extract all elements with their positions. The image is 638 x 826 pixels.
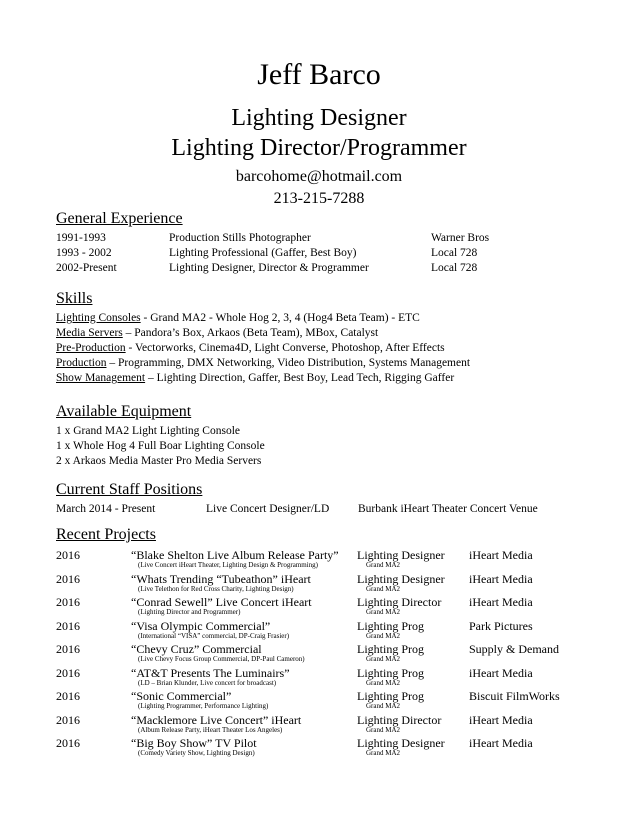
project-year: 2016: [56, 618, 80, 633]
project-title: “Big Boy Show” TV Pilot: [131, 736, 257, 750]
project-console: Grand MA2: [366, 655, 401, 663]
project-console: Grand MA2: [366, 584, 401, 593]
project-year: 2016: [56, 712, 80, 727]
project-role: Lighting Prog: [357, 665, 425, 680]
project-client: Park Pictures: [469, 618, 533, 633]
staff-row: [56, 502, 616, 517]
project-title: “Whats Trending “Tubeathon” iHeart: [131, 571, 311, 586]
project-client: Biscuit FilmWorks: [469, 689, 560, 703]
project-year: 2016: [56, 571, 80, 586]
project-title: “Conrad Sewell” Live Concert iHeart: [131, 595, 312, 609]
project-entry: [56, 736, 616, 760]
project-console: Grand MA2: [366, 702, 401, 710]
project-client: iHeart Media: [469, 736, 533, 750]
experience-row: [56, 246, 616, 261]
experience-org: Warner Bros: [431, 232, 490, 244]
skill-text: - Grand MA2 - Whole Hog 2, 3, 4 (Hog4 Beta Team) - ETC: [140, 312, 420, 324]
skill-item: [56, 371, 616, 386]
experience-role: Lighting Professional (Gaffer, Best Boy): [169, 247, 357, 259]
equipment-item: 1 x Grand MA2 Light Lighting Console: [56, 425, 240, 437]
project-role: Lighting Designer: [357, 571, 445, 586]
project-role: Lighting Prog: [357, 689, 425, 703]
staff-section: [56, 481, 616, 517]
project-role: Lighting Director: [357, 712, 442, 727]
project-year: 2016: [56, 548, 80, 562]
project-title: “Macklemore Live Concert” iHeart: [131, 712, 302, 727]
project-description: (Live Concert iHeart Theater, Lighting Design & Programming): [138, 561, 318, 569]
experience-org: Local 728: [431, 262, 478, 274]
skill-item: [56, 341, 616, 356]
job-title-designer: Lighting Designer: [231, 105, 407, 131]
project-console: Grand MA2: [366, 725, 401, 734]
project-console: Grand MA2: [366, 631, 401, 640]
project-year: 2016: [56, 595, 80, 609]
project-console: Grand MA2: [366, 678, 401, 687]
skill-text: – Lighting Direction, Gaffer, Best Boy, Lead Tech, Rigging Gaffer: [145, 372, 455, 384]
project-title: “Chevy Cruz” Commercial: [131, 642, 262, 656]
project-role: Lighting Designer: [357, 736, 445, 750]
experience-row: [56, 231, 616, 246]
experience-years: 2002-Present: [56, 262, 117, 274]
project-title: “AT&T Presents The Luminairs”: [131, 665, 290, 680]
experience-years: 1991-1993: [56, 232, 106, 244]
project-entry: [56, 642, 616, 666]
resume-name: Jeff Barco: [257, 58, 381, 91]
project-console: Grand MA2: [366, 608, 401, 616]
skill-item: [56, 311, 616, 326]
skill-item: [56, 326, 616, 341]
project-entry: [56, 548, 616, 572]
staff-date: March 2014 - Present: [56, 503, 156, 515]
job-title-director: Lighting Director/Programmer: [171, 135, 467, 161]
project-title: “Blake Shelton Live Album Release Party”: [131, 548, 339, 562]
skill-label: Show Management: [56, 372, 146, 384]
experience-role: Production Stills Photographer: [169, 232, 311, 244]
project-description: (International “VISA” commercial, DP-Craig Frasier): [138, 631, 290, 640]
skill-text: – Programming, DMX Networking, Video Distribution, Systems Management: [106, 357, 471, 369]
skill-label: Pre-Production: [56, 342, 126, 354]
project-client: iHeart Media: [469, 595, 533, 609]
project-description: (Album Release Party, iHeart Theater Los Angeles): [138, 725, 283, 734]
project-title: “Sonic Commercial”: [131, 689, 232, 703]
project-client: iHeart Media: [469, 548, 533, 562]
equipment-heading: Available Equipment: [56, 403, 192, 420]
experience-org: Local 728: [431, 247, 478, 259]
project-description: (LD – Brian Klunder, Live concert for broadcast): [138, 678, 277, 687]
staff-role: Live Concert Designer/LD: [206, 503, 330, 515]
project-console: Grand MA2: [366, 749, 401, 757]
project-entry: [56, 572, 616, 596]
project-year: 2016: [56, 665, 80, 680]
skill-label: Lighting Consoles: [56, 312, 141, 324]
experience-role: Lighting Designer, Director & Programmer: [169, 262, 369, 274]
project-entry: [56, 666, 616, 690]
project-role: Lighting Designer: [357, 548, 445, 562]
skill-label: Production: [56, 357, 107, 369]
project-description: (Live Chevy Focus Group Commercial, DP-Paul Cameron): [138, 655, 305, 663]
project-role: Lighting Prog: [357, 618, 425, 633]
project-role: Lighting Director: [357, 595, 442, 609]
skill-label: Media Servers: [56, 327, 123, 339]
experience-row: [56, 261, 616, 276]
project-year: 2016: [56, 642, 80, 656]
projects-section: [56, 526, 616, 760]
contact-email: barcohome@hotmail.com: [235, 168, 403, 185]
project-client: iHeart Media: [469, 665, 533, 680]
project-client: iHeart Media: [469, 712, 533, 727]
general-experience-heading: General Experience: [56, 210, 183, 227]
project-entry: [56, 689, 616, 713]
general-experience-section: [56, 210, 616, 276]
skills-heading: Skills: [56, 290, 93, 307]
skill-item: [56, 356, 616, 371]
staff-heading: Current Staff Positions: [56, 481, 203, 498]
project-description: (Comedy Variety Show, Lighting Design): [138, 749, 255, 757]
project-year: 2016: [56, 689, 80, 703]
equipment-section: [56, 403, 616, 469]
project-description: (Lighting Director and Programmer): [138, 608, 241, 616]
equipment-item: 1 x Whole Hog 4 Full Boar Lighting Console: [56, 440, 265, 452]
project-entry: [56, 619, 616, 643]
project-year: 2016: [56, 736, 80, 750]
project-description: (Lighting Programmer, Performance Lighting): [138, 702, 269, 710]
project-description: (Live Telethon for Red Cross Charity, Lighting Design): [138, 584, 294, 593]
project-title: “Visa Olympic Commercial”: [131, 618, 271, 633]
contact-phone: 213-215-7288: [273, 190, 365, 207]
project-role: Lighting Prog: [357, 642, 425, 656]
skill-text: – Pandora’s Box, Arkaos (Beta Team), MBox, Catalyst: [122, 327, 379, 339]
project-entry: [56, 595, 616, 619]
project-entry: [56, 713, 616, 737]
staff-venue: Burbank iHeart Theater Concert Venue: [358, 503, 538, 515]
projects-heading: Recent Projects: [56, 526, 156, 543]
equipment-item: 2 x Arkaos Media Master Pro Media Servers: [56, 455, 262, 467]
project-console: Grand MA2: [366, 561, 401, 569]
experience-years: 1993 - 2002: [56, 247, 112, 259]
skills-section: [56, 290, 616, 386]
project-client: iHeart Media: [469, 571, 533, 586]
skill-text: - Vectorworks, Cinema4D, Light Converse, Photoshop, After Effects: [125, 342, 445, 354]
project-client: Supply & Demand: [469, 642, 559, 656]
